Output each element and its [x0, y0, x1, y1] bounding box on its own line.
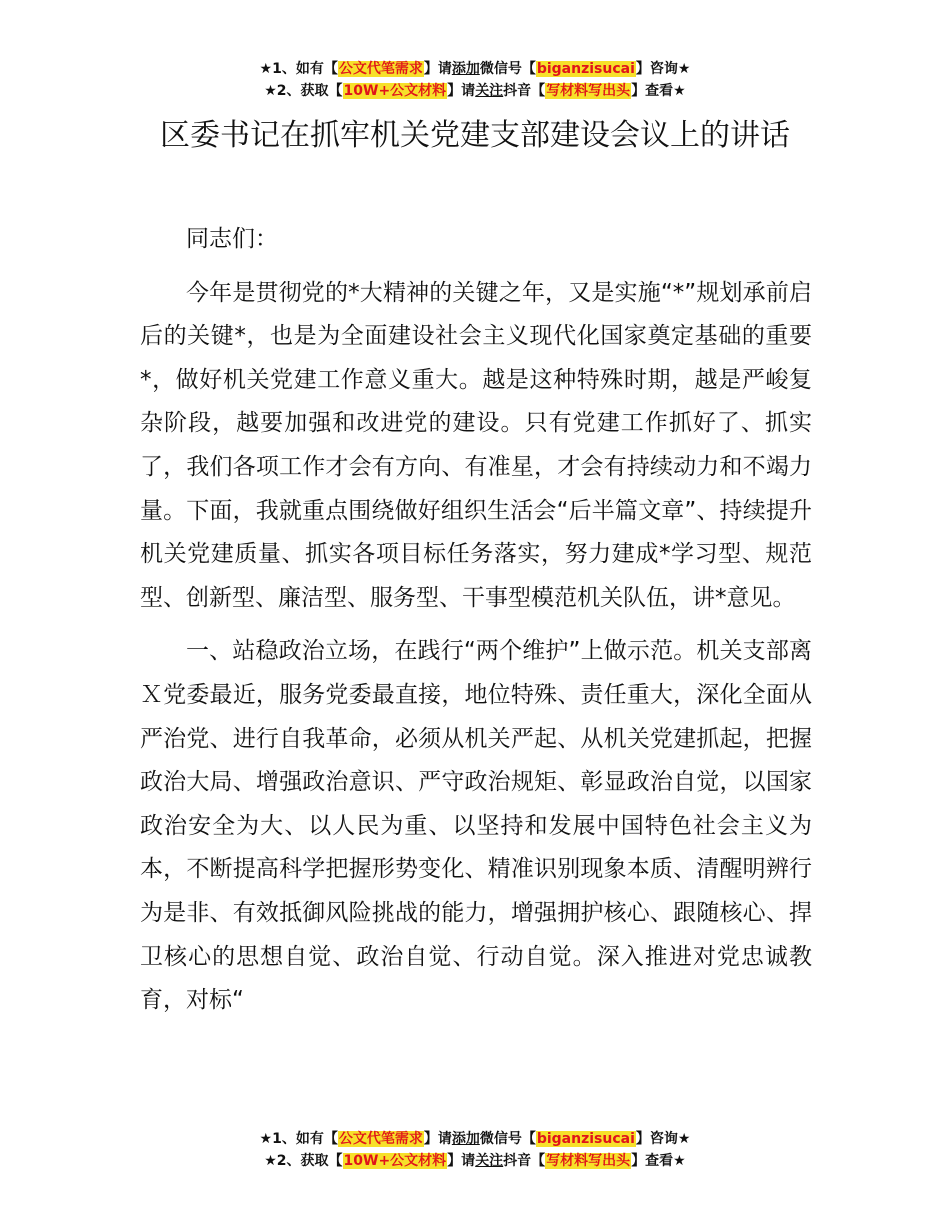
banner-line-2: ★2、获取【10W+公文材料】请关注抖音【写材料写出头】查看★: [264, 1153, 686, 1169]
salutation: 同志们：: [186, 226, 278, 252]
footer-banner: [0, 1128, 950, 1172]
paragraph-2: 一、站稳政治立场，在践行“两个维护”上做示范。机关支部离Ｘ党委最近，服务党委最直接，地位特殊、责任重大，深化全面从严治党、进行自我革命，必须从机关严起、从机关党建抓起，把握政治大局、增强政治意识、严守政治规矩、彰显政治自觉，以国家政治安全为大、以人民为重、以坚持和发展中国特色社会主义为本，不断提高科学把握形势变化、精准识别现象本质、清醒明辨行为是非、有效抵御风险挑战的能力，增强拥护核心、跟随核心、捍卫核心的思想自觉、政治自觉、行动自觉。深入推进对党忠诚教育，对标“: [140, 638, 812, 1014]
banner-line-2: ★2、获取【10W+公文材料】请关注抖音【写材料写出头】查看★: [264, 83, 686, 99]
paragraph-1: 今年是贯彻党的*大精神的关键之年，又是实施“*”规划承前启后的关键*，也是为全面建设社会主义现代化国家奠定基础的重要*，做好机关党建工作意义重大。越是这种特殊时期，越是严峻复杂阶段，越要加强和改进党的建设。只有党建工作抓好了、抓实了，我们各项工作才会有方向、有准星，才会有持续动力和不竭力量。下面，我就重点围绕做好组织生活会“后半篇文章”、持续提升机关党建质量、抓实各项目标任务落实，努力建成*学习型、规范型、创新型、廉洁型、服务型、干事型模范机关队伍，讲*意见。: [140, 279, 812, 611]
document-body: [140, 218, 812, 1033]
banner-line-1: ★1、如有【公文代笔需求】请添加微信号【biganzisucai】咨询★: [259, 61, 691, 77]
header-banner: [0, 58, 950, 102]
banner-line-1: ★1、如有【公文代笔需求】请添加微信号【biganzisucai】咨询★: [259, 1131, 691, 1147]
document-title: 区委书记在抓牢机关党建支部建设会议上的讲话: [160, 118, 790, 153]
